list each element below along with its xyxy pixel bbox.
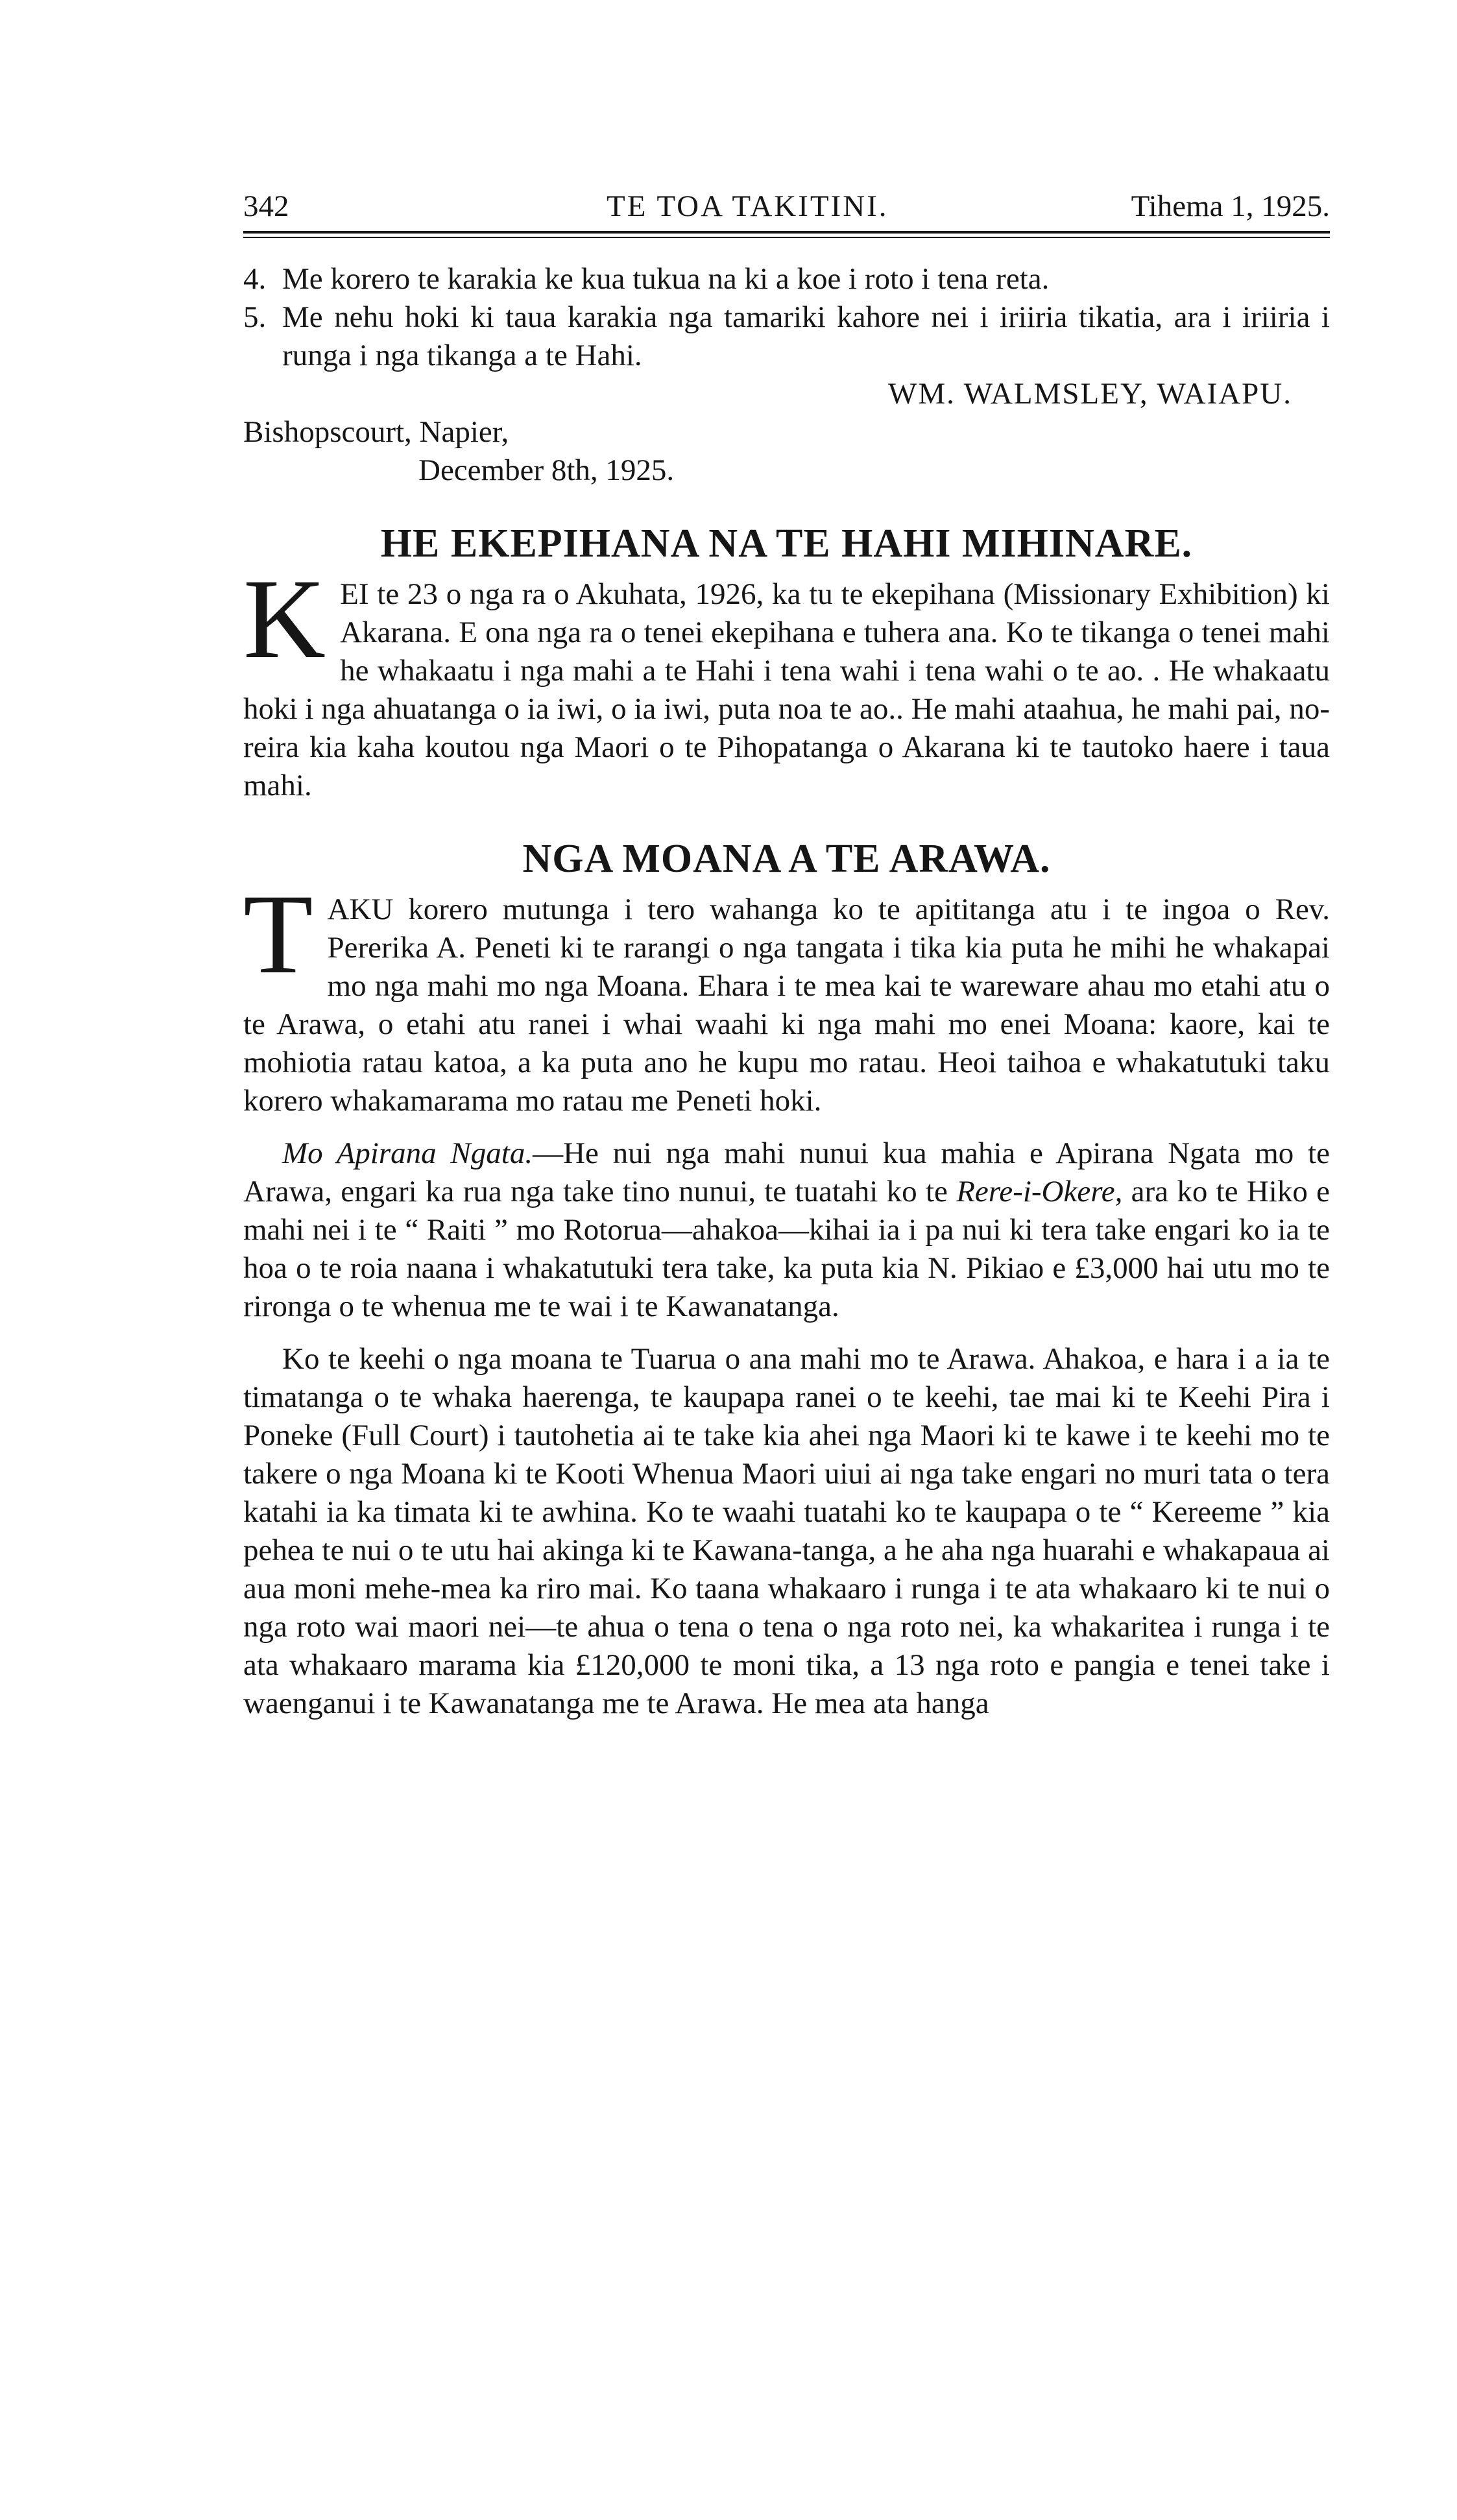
section-heading-exhibition: HE EKEPIHANA NA TE HAHI MIHINARE. — [380, 522, 1193, 566]
list-item — [243, 260, 1330, 298]
page-number: 342 — [243, 189, 289, 223]
moana-paragraph-1 — [243, 871, 1330, 1120]
running-header — [243, 182, 1330, 231]
drop-cap: K — [243, 556, 326, 682]
place-name-italic: Rere-i-Okere, — [956, 1175, 1123, 1208]
list-item — [243, 298, 1330, 375]
page — [243, 182, 1330, 1723]
paragraph-text: —He nui nga mahi nunui kua mahia e Apirana Ngata mo te Arawa, engari ka rua nga take tino nunui, te tuatahi ko te — [243, 1136, 1330, 1208]
signature-place: Bishopscourt, Napier, — [243, 415, 509, 449]
paragraph-lead-in: Mo Apirana Ngata. — [282, 1136, 533, 1170]
numbered-list — [243, 260, 1330, 375]
drop-cap: T — [243, 871, 313, 998]
list-item-number: 5. — [243, 300, 267, 334]
publication-title: TE TOA TAKITINI. — [607, 189, 889, 223]
list-item-number: 4. — [243, 262, 267, 296]
list-item-text: Me nehu hoki ki taua karakia nga tamariki kahore nei i iriiria tikatia, ara i iriiria i runga i nga tikanga a te Hahi. — [282, 300, 1330, 372]
header-rule — [243, 231, 1330, 234]
signature: WM. WALMSLEY, WAIAPU. — [887, 377, 1292, 411]
moana-paragraph-2 — [243, 1134, 1330, 1326]
paragraph-text: EI te 23 o nga ra o Akuhata, 1926, ka tu te ekepihana (Missionary Exhibition) ki Akarana. E ona nga ra o tenei ekepihana e tuhera ana. Ko te tikanga o tenei mahi he whakaatu i nga mahi a te Hahi i tena wahi i tena wahi o te ao. . He whakaatu hoki i nga ahuatanga o ia iwi, o ia iwi, puta noa te ao.. He mahi ataahua, he mahi pai, no-reira kia kaha koutou nga Maori o te Pihopatanga o Akarana ki te tautoko haere i taua mahi. — [243, 577, 1330, 802]
exhibition-paragraph — [243, 556, 1330, 805]
header-rule-thin — [243, 237, 1330, 238]
moana-paragraph-3: Ko te keehi o nga moana te Tuarua o ana mahi mo te Arawa. Ahakoa, e hara i a ia te timatanga o te whaka haerenga, te kaupapa ranei o te keehi, tae mai ki te Keehi Pira i Poneke (Full Court) i tautohetia ai te take kia ahei nga Maori ki te kawe i te keehi mo te takere o nga Moana ki te Kooti Whenua Maori uiui ai nga take engari no muri tata o tera katahi ia ka timata ki te awhina. Ko te waahi tuatahi ko te kaupapa o te “ Kereeme ” kia pehea te nui o te utu hai akinga ki te Kawana-tanga, a he aha nga huarahi e whakapaua ai aua moni mehe-mea ka riro mai. Ko taana whakaaro i runga i te ata whakaaro ki te nui o nga roto wai maori nei—te ahua o tena o tena o nga roto nei, ka whakaritea i runga i te ata whakaaro marama kia £120,000 te moni tika, a 13 nga roto e pangia e tenei take i waenganui i te Kawanatanga me te Arawa. He mea ata hanga — [243, 1342, 1330, 1720]
section-heading-moana: NGA MOANA A TE ARAWA. — [522, 837, 1051, 881]
issue-date: Tihema 1, 1925. — [1131, 189, 1330, 223]
paragraph-text: ara ko te Hiko e mahi nei i te “ Raiti ” mo Rotorua—ahakoa—kihai ia i pa nui ki tera take engari ko ia te hoa o te roia naana i whakatutuki tera take, ka puta kia N. Pikiao e £3,000 hai utu mo te rironga o te whenua me te wai i te Kawanatanga. — [243, 1175, 1330, 1323]
paragraph-text: AKU korero mutunga i tero wahanga ko te apititanga atu i te ingoa o Rev. Pererika A. Peneti ki te rarangi o nga tangata i tika kia puta he mihi he whakapai mo nga mahi mo nga Moana. Ehara i te mea kai te wareware ahau mo etahi atu o te Arawa, o etahi atu ranei i whai waahi ki nga mahi mo enei Moana: kaore, kai te mohiotia ratau katoa, a ka puta ano he kupu mo ratau. Heoi taihoa e whakatutuki taku korero whakamarama mo ratau me Peneti hoki. — [243, 893, 1330, 1118]
list-item-text: Me korero te karakia ke kua tukua na ki a koe i roto i tena reta. — [282, 262, 1050, 296]
signature-date: December 8th, 1925. — [418, 453, 675, 487]
